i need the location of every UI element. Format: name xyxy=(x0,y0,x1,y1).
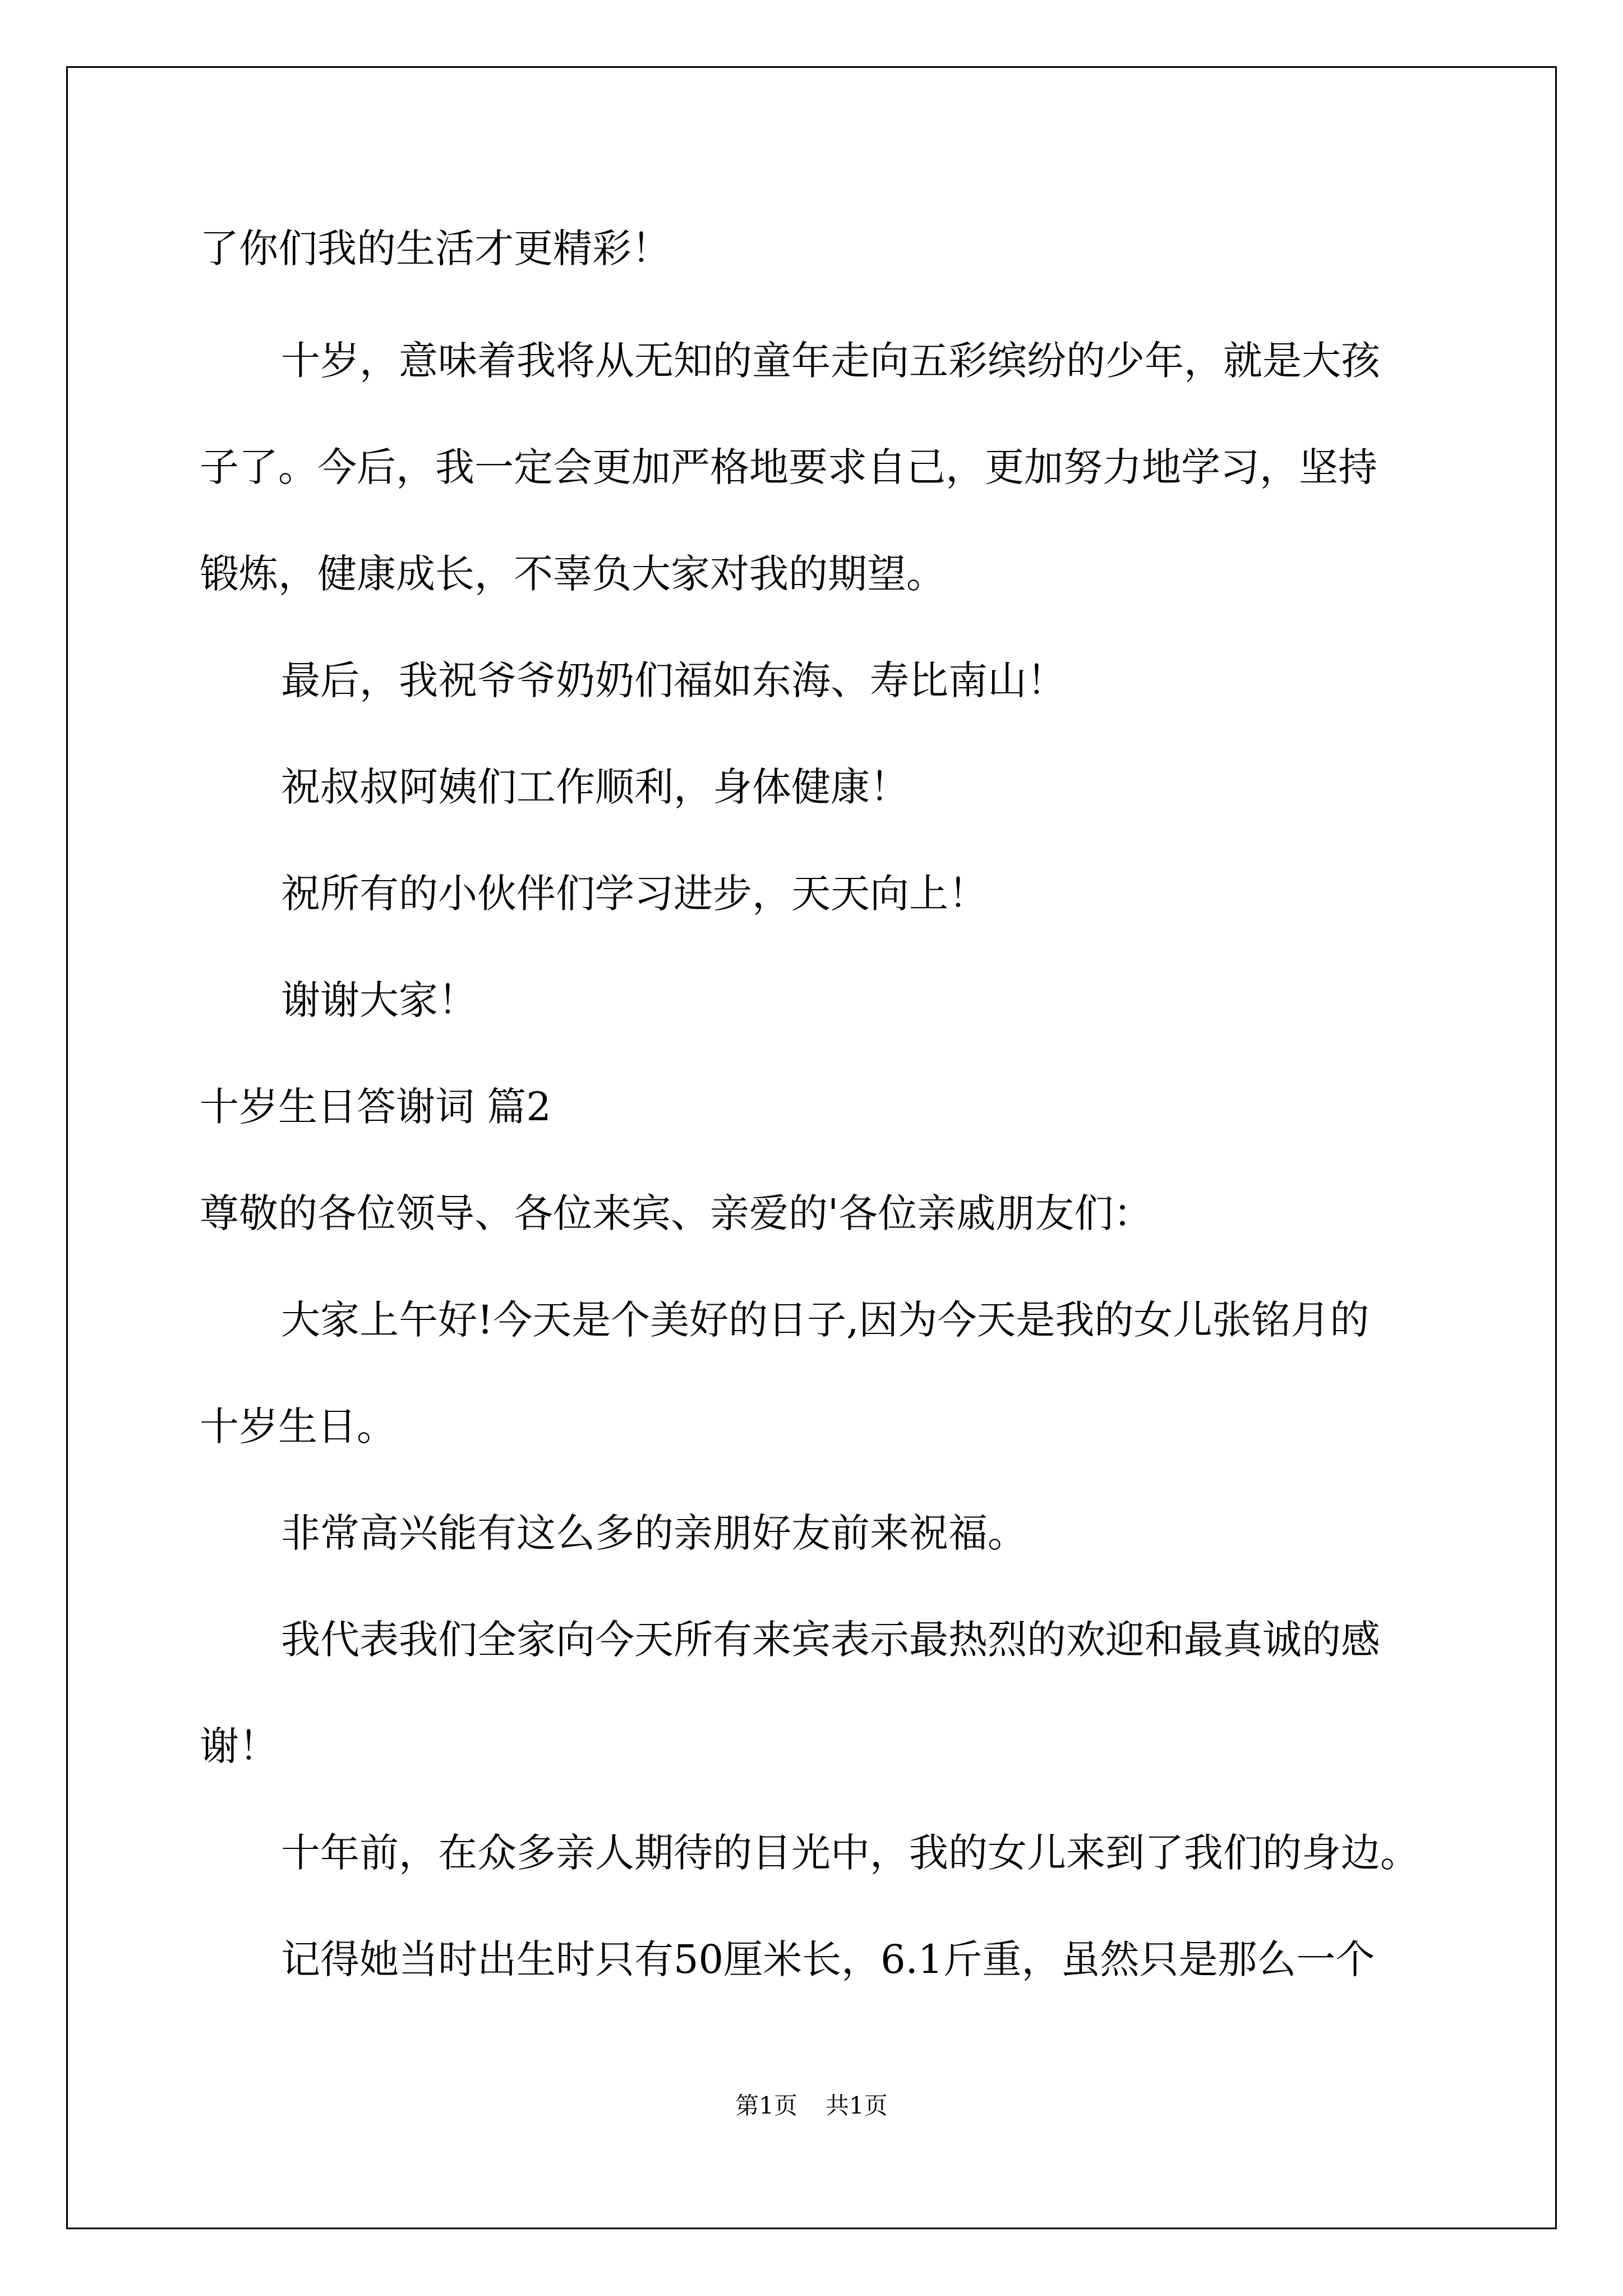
text-line: 谢谢大家！ xyxy=(281,977,477,1023)
text-line: 非常高兴能有这么多的亲朋好友前来祝福。 xyxy=(281,1510,1027,1556)
text-line: 子了。今后，我一定会更加严格地要求自己，更加努力地学习，坚持 xyxy=(200,444,1377,490)
text-line: 十岁生日。 xyxy=(200,1404,396,1450)
text-line: 祝叔叔阿姨们工作顺利，身体健康！ xyxy=(281,764,909,810)
text-line: 谢！ xyxy=(200,1723,278,1769)
text-line: 大家上午好!今天是个美好的日子,因为今天是我的女儿张铭月的 xyxy=(281,1297,1370,1343)
text-line: 锻炼，健康成长，不辜负大家对我的期望。 xyxy=(200,551,946,597)
page-footer xyxy=(0,2089,1623,2123)
text-line: 十年前，在众多亲人期待的目光中，我的女儿来到了我们的身边。 xyxy=(281,1830,1419,1876)
page-number: 第1页 xyxy=(735,2092,797,2119)
text-line: 最后，我祝爷爷奶奶们福如东海、寿比南山！ xyxy=(281,657,1066,703)
section-heading: 十岁生日答谢词 篇2 xyxy=(200,1084,551,1130)
text-line: 记得她当时出生时只有50厘米长，6.1斤重，虽然只是那么一个 xyxy=(281,1936,1375,1982)
text-line: 尊敬的各位领导、各位来宾、亲爱的'各位亲戚朋友们： xyxy=(200,1190,1153,1236)
text-line: 祝所有的小伙伴们学习进步，天天向上！ xyxy=(281,871,988,917)
text-line: 十岁，意味着我将从无知的童年走向五彩缤纷的少年，就是大孩 xyxy=(281,338,1380,384)
text-line: 我代表我们全家向今天所有来宾表示最热烈的欢迎和最真诚的感 xyxy=(281,1617,1380,1663)
text-line: 了你们我的生活才更精彩！ xyxy=(200,226,671,272)
page-border xyxy=(66,66,1557,2229)
page-total: 共1页 xyxy=(826,2092,888,2119)
